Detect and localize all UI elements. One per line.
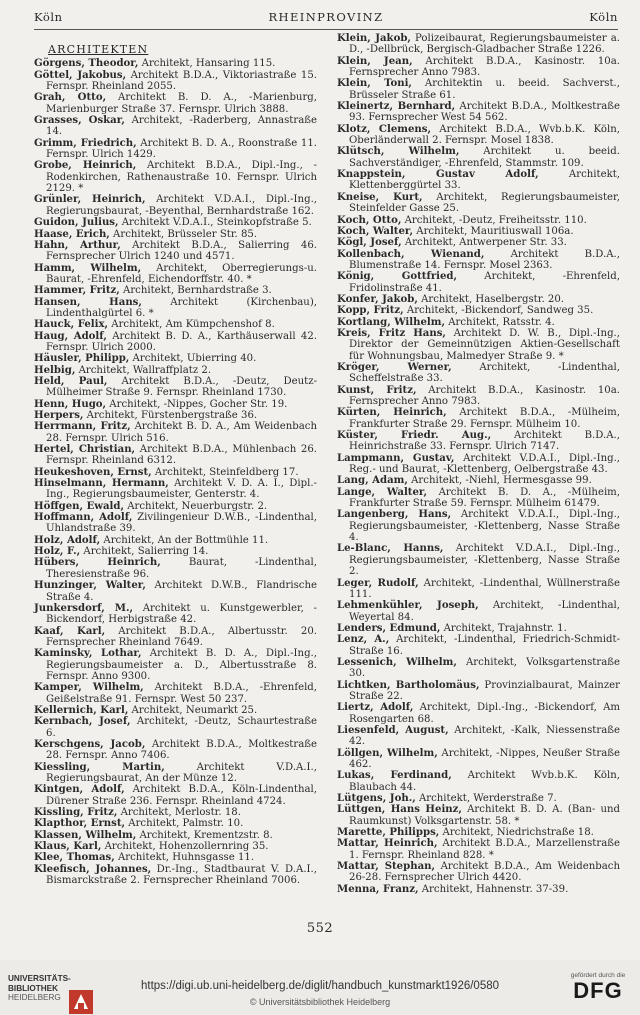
entry-details: Architekt B.D.A., Kasinostr. 10a. Fernsprecher Anno 7983. [349,384,620,407]
entry-name: Lütgens, Joh., [337,792,416,805]
entry-details: Architekt, -Ehrenfeld, Fridolinstraße 41. [349,271,620,294]
directory-entry [337,169,620,192]
entry-name: Hansen, Hans, [34,295,142,308]
entry-details: Architekt, Neumarkt 25. [128,704,258,716]
entry-name: Mattar, Heinrich, [337,837,438,850]
directory-entry [34,331,317,354]
entry-details: Architekt D. W. B., Dipl.-Ing., Direktor der Gemeinnützigen Aktien-Gesellschaft für Wohnungsbau, Malmedyer Straße 9. * [349,327,620,362]
directory-entry [337,884,620,895]
entry-name: Leger, Rudolf, [337,576,419,589]
entry-details: Architekt, -Deutz, Freiheitsstr. 110. [401,214,587,226]
entry-name: König, Gottfried, [337,270,458,283]
entry-details: Architekt (Kirchenbau), Lindenthalgürtel 6. * [46,296,317,319]
entry-name: Klein, Jean, [337,54,413,67]
entry-details: Architekt B. D. A., Dipl.-Ing., Regierungsbaumeister a. D., Albertusstraße 8. Fernspr. Anno 9300. [46,648,317,682]
entry-details: Architekt, Ratsstr. 4. [445,316,555,328]
directory-entry [337,249,620,272]
entry-name: Klotz, Clemens, [337,122,432,135]
entry-details: Architekt B.D.A., Wvb.b.K. Köln, Oberländerwall 2. Fernspr. Mosel 1838. [349,123,620,147]
entry-name: Höffgen, Ewald, [34,499,125,512]
directory-entry [34,115,317,138]
entry-details: Architekt B.D.A., Viktoriastraße 15. Fernspr. Rheinland 2055. [46,69,317,93]
entry-name: Hoffmann, Adolf, [34,511,133,524]
entry-name: Kreis, Fritz Hans, [337,326,446,339]
directory-entry [337,33,620,56]
entry-name: Klein, Toni, [337,77,412,90]
entry-name: Koch, Walter, [337,224,414,237]
directory-entry [337,487,620,510]
entry-name: Liertz, Adolf, [337,701,414,714]
entry-name: Menna, Franz, [337,882,419,895]
entry-name: Lichtken, Bartholomäus, [337,678,480,691]
entry-details: Architekt, Bernhardstraße 3. [119,285,272,297]
entry-name: Holz, F., [34,545,81,558]
entry-details: Architekt, An der Bottmühle 11. [100,534,269,546]
directory-entry [34,648,317,682]
entry-name: Grünler, Heinrich, [34,193,146,206]
directory-entry [34,512,317,535]
dfg-tagline: gefördert durch die [570,972,626,979]
entry-details: Architekt u. Kunstgewerbler, -Bickendorf, Herbigstraße 42. [46,602,317,626]
permalink-url[interactable]: https://digi.ub.uni-heidelberg.de/diglit/handbuch_kunstmarkt1926/0580 [140,980,500,992]
entry-details: Architekt, Merlostr. 18. [117,807,241,819]
directory-entry [337,101,620,124]
entry-details: Architekt, -Lindenthal, Friedrich-Schmidt-Straße 16. [349,634,620,657]
library-name-line1: UNIVERSITÄTS- [8,974,71,983]
entry-details: Architekt B.D.A., -Deutz, Deutz-Mülheimer Straße 9. Fernspr. Rheinland 1730. [46,375,317,399]
entry-name: Kneise, Kurt, [337,190,423,203]
entry-name: Held, Paul, [34,374,108,387]
entry-name: Göttel, Jakobus, [34,68,127,81]
entry-details: Architekt, Niedrichstraße 18. [439,827,594,839]
entry-details: Architekt, Volksgartenstraße 30. [349,656,620,680]
directory-entry [34,739,317,762]
directory-entry [337,192,620,215]
entry-details: Architekt, Fürstenbergstraße 36. [83,410,258,421]
directory-entry [337,328,620,362]
entry-name: Lenz, A., [337,633,390,646]
copyright-note: © Universitätsbibliothek Heidelberg [249,997,391,1007]
entry-name: Hahn, Arthur, [34,238,121,251]
directory-entry [337,578,620,601]
entry-name: Lampmann, Gustav, [337,451,455,464]
directory-entry [337,770,620,793]
entry-details: Architekt, Ubierring 40. [129,353,257,365]
entry-details: Architekt, Hansaring 115. [138,58,276,70]
library-name-line3: HEIDELBERG [8,993,61,1002]
entry-name: Klein, Jakob, [337,32,411,44]
entry-name: Herrmann, Fritz, [34,420,131,433]
directory-entry [337,407,620,430]
directory-entry [34,682,317,705]
header-right: Köln [589,10,618,24]
entry-name: Kintgen, Adolf, [34,783,125,796]
entry-details: Zivilingenieur D.W.B., -Lindenthal, Uhlandstraße 39. [46,512,318,535]
entry-name: Klassen, Wilhelm, [34,828,137,841]
entry-details: Architekt, Mauritiuswall 106a. [413,225,574,237]
entry-name: Lukas, Ferdinand, [337,769,452,782]
entry-details: Architekt, Dipl.-Ing., -Bickendorf, Am Rosengarten 68. [349,702,620,725]
entry-details: Architekt, Am Kümpchenshof 8. [108,319,275,331]
entry-details: Architekt B. D. A., Karthäuserwall 42. Fernspr. Ulrich 2000. [46,330,318,353]
entry-details: Architekt B.D.A., Moltkestraße 28. Fernspr. Anno 7406. [46,738,317,762]
entry-name: Le-Blanc, Hanns, [337,542,444,555]
library-name-line2: BIBLIOTHEK [8,983,59,993]
entry-name: Herpers, [34,409,84,421]
directory-entry [337,124,620,147]
entry-name: Grimm, Friedrich, [34,136,137,149]
directory-entry [337,509,620,543]
entry-details: Architekt B.D.A., Marzellenstraße 1. Fernspr. Rheinland 828. * [349,838,620,861]
directory-entry [34,138,317,161]
dfg-logo[interactable] [568,972,628,1003]
entry-details: Architekt B.D.A., -Mülheim, Frankfurter Straße 29. Fernspr. Mülheim 10. [349,407,620,430]
directory-entry [34,626,317,649]
directory-entry [337,725,620,748]
entry-name: Kortlang, Wilhelm, [337,315,446,328]
entry-name: Haug, Adolf, [34,329,107,342]
directory-entry [337,861,620,884]
entry-details: Architekt, Trajahnstr. 1. [440,622,567,634]
entry-details: Architekt V. D. A. I., Dipl.-Ing., Regierungsbaumeister, Genterstr. 4. [46,478,317,501]
entry-name: Klaus, Karl, [34,840,102,853]
directory-entry [34,784,317,807]
entry-details: Architekt V.D.A.I., Dipl.-Ing., Regierungsbaurat, -Beyenthal, Bernhardstraße 162. [46,194,317,217]
entry-details: Architekt B.D.A., Salierring 46. Fernsprecher Ulrich 1240 und 4571. [46,239,317,263]
directory-entry [34,557,317,580]
entry-details: Architekt B.D.A., Moltkestraße 93. Fernsprecher West 54 562. [349,101,620,124]
entry-details: Architekt B.D.A., Blumenstraße 14. Fernspr. Mosel 2363. [349,248,620,271]
viewer-footer [0,960,640,1013]
entry-details: Architekt V.D.A.I., Steinkopfstraße 5. [118,217,312,229]
entry-name: Kleefisch, Johannes, [34,862,152,875]
directory-entry [337,56,620,79]
entry-name: Grasses, Oskar, [34,114,125,127]
entry-details: Architekt, -Bickendorf, Sandweg 35. [403,305,594,317]
entry-name: Küster, Friedr. Aug., [337,429,492,442]
left-column [34,33,317,886]
entry-name: Heukeshoven, Ernst, [34,465,152,478]
entry-details: Architekt B. D. A., -Mülheim, Frankfurter Straße 59. Fernspr. Mülheim 61479. [349,486,620,510]
entry-name: Kürten, Heinrich, [337,406,447,419]
entry-details: Architekt, Werderstraße 7. [415,793,557,805]
entry-name: Löllgen, Wilhelm, [337,746,438,759]
directory-entry [34,194,317,217]
entry-name: Lüttgen, Hans Heinz, [337,803,462,816]
entry-details: Architekt, Steinfeldberg 17. [151,466,299,478]
entry-name: Marette, Philipps, [337,826,440,839]
entry-name: Hamm, Wilhelm, [34,261,142,274]
entry-name: Kernbach, Josef, [34,715,131,728]
entry-details: Architekt B.D.A., Kasinostr. 10a. Fernsprecher Anno 7983. [349,55,620,79]
entry-name: Hübers, Heinrich, [34,556,161,569]
directory-entry [337,748,620,771]
entry-name: Haase, Erich, [34,227,110,240]
entry-details: Architekt u. beeid. Sachverständiger, -Ehrenfeld, Stammstr. 109. [349,146,620,169]
page-number: 552 [306,921,334,936]
entry-details: Architekt B. D. A., -Marienburg, Marienburger Straße 37. Fernspr. Ulrich 3888. [46,92,317,115]
entry-name: Kunst, Fritz, [337,383,417,396]
entry-details: Architekt B.D.A., Dipl.-Ing., -Rodenkirchen, Rathenaustraße 10. Fernspr. Ulrich 2129. * [46,160,317,195]
entry-name: Lang, Adam, [337,474,408,487]
entry-details: Architekt, Regierungsbaumeister, Steinfelder Gasse 25. [349,191,620,215]
entry-name: Knappstein, Gustav Adolf, [337,168,539,181]
entry-details: Architekt, Oberregierungs-u. Baurat, -Ehrenfeld, Eichendorffstr. 40. * [46,262,317,285]
entry-details: Architekt, Brüsseler Str. 85. [109,228,258,240]
entry-name: Lenders, Edmund, [337,621,441,634]
entry-name: Guidon, Julius, [34,216,119,229]
entry-details: Architekt, Palmstr. 10. [125,818,244,830]
entry-name: Konfer, Jakob, [337,292,418,305]
entry-name: Kaminsky, Lothar, [34,647,142,660]
entry-name: Kerschgens, Jacob, [34,737,146,750]
directory-entry [34,762,317,785]
entry-name: Junkersdorf, M., [34,601,134,614]
directory-entry [34,864,317,887]
directory-entry [337,430,620,453]
directory-entry [337,600,620,623]
entry-name: Klapthor, Ernst, [34,817,126,830]
entry-details: Architekt, -Nippes, Neußer Straße 462. [349,747,620,770]
entry-details: Architekt, Salierring 14. [80,546,209,558]
entry-name: Kleinertz, Bernhard, [337,100,456,113]
entry-details: Architekt B. D. A., Am Weidenbach 28. Fernspr. Ulrich 516. [46,421,317,444]
entry-details: Architekt, -Kalk, Niessenstraße 42. [349,724,620,748]
entry-details: Architekt, Krementzstr. 8. [136,829,273,841]
entry-details: Architekt, Haselbergstr. 20. [417,293,564,305]
entry-details: Architekt Wvb.b.K. Köln, Blaubach 44. [349,770,620,793]
entry-name: Hunzinger, Walter, [34,579,146,592]
entry-details: Architekt, Neuerburgstr. 2. [124,500,268,512]
entry-name: Mattar, Stephan, [337,860,436,873]
directory-entry [34,263,317,286]
entry-name: Kaaf, Karl, [34,624,106,637]
entry-name: Koch, Otto, [337,213,402,226]
directory-entry [34,716,317,739]
directory-entry [34,603,317,626]
directory-entry [34,160,317,194]
header-center: RHEINPROVINZ [268,10,384,24]
entry-name: Langenberg, Hans, [337,508,452,521]
entry-details: Architekt B. D. A. (Ban- und Raumkunst) Volksgartenstr. 58. * [349,804,620,827]
entry-details: Architekt B.D.A., Mühlenbach 26. Fernspr. Rheinland 6312. [46,444,317,467]
entry-name: Kellernich, Karl, [34,703,129,716]
entry-details: Architekt B.D.A., -Ehrenfeld, Geißelstraße 91. Fernspr. West 50 237. [46,682,318,705]
entry-details: Architekt B.D.A., Heinrichstraße 33. Fernspr. Ulrich 7147. [349,430,620,453]
entry-details: Architekt, Klettenberggürtel 33. [349,169,620,192]
dfg-wordmark: DFG [573,978,623,1003]
entry-name: Grah, Otto, [34,91,107,104]
entry-name: Liesenfeld, August, [337,723,449,736]
directory-entry [34,444,317,467]
entry-details: Architekt, -Nippes, Gocher Str. 19. [106,398,288,410]
directory-entry [337,838,620,861]
entry-name: Kopp, Fritz, [337,304,404,317]
entry-name: Kissling, Fritz, [34,806,118,819]
directory-entry [337,362,620,385]
directory-entry [337,657,620,680]
header-left: Köln [34,10,63,24]
entry-name: Henn, Hugo, [34,397,107,410]
directory-entry [34,92,317,115]
entry-name: Grobe, Heinrich, [34,159,137,172]
entry-details: Architekt, -Lindenthal, Scheffelstraße 33. [349,361,620,385]
right-column [337,33,620,895]
directory-entry [34,240,317,263]
entry-details: Architekt, Hohenzollernring 35. [101,841,269,853]
directory-entry [337,634,620,657]
entry-details: Architekt, Hahnenstr. 37-39. [418,883,569,895]
directory-entry [337,702,620,725]
directory-entry [337,680,620,703]
header-rule [34,29,618,30]
entry-name: Hinselmann, Hermann, [34,477,169,490]
entry-details: Architekt V.D.A.I., Dipl.-Ing., Reg.- und Baurat, -Klettenberg, Oelbergstraße 43. [349,452,621,476]
section-title: ARCHITEKTEN [48,43,149,56]
entry-details: Architekt D.W.B., Flandrische Straße 4. [46,580,317,603]
entry-name: Lessenich, Wilhelm, [337,655,457,668]
entry-details: Architekt, Wallraffplatz 2. [75,364,212,376]
directory-entry [337,146,620,169]
entry-name: Kollenbach, Wienand, [337,247,485,260]
directory-entry [337,271,620,294]
entry-details: Architektin u. beeid. Sachverst., Brüsseler Straße 61. [349,78,620,101]
entry-details: Architekt B.D.A., Köln-Lindenthal, Dürener Straße 236. Fernspr. Rheinland 4724. [46,784,318,807]
directory-entry [34,70,317,93]
entry-name: Helbig, [34,363,76,376]
directory-entry [34,478,317,501]
entry-details: Architekt, -Lindenthal, Wüllnerstraße 111. [349,577,621,600]
entry-name: Klütsch, Wilhelm, [337,145,460,158]
entry-name: Hertel, Christian, [34,443,136,456]
entry-name: Kiessling, Martin, [34,760,165,773]
entry-details: Architekt, -Lindenthal, Weyertal 84. [349,600,621,623]
entry-details: Architekt V.D.A.I., Regierungsbaurat, An der Münze 12. [46,761,317,784]
directory-entry [34,421,317,444]
entry-details: Architekt V.D.A.I., Dipl.-Ing., Regierungsbaumeister, -Klettenberg, Nasse Straße 2. [349,543,620,578]
entry-name: Kröger, Werner, [337,360,452,373]
entry-details: Provinzialbaurat, Mainzer Straße 22. [349,679,620,702]
entry-details: Architekt B.D.A., Am Weidenbach 26-28. Fernsprecher Ulrich 4420. [349,861,620,884]
running-header [34,10,618,24]
entry-name: Kögl, Josef, [337,236,402,249]
entry-name: Kamper, Wilhelm, [34,681,144,694]
entry-name: Klee, Thomas, [34,851,115,864]
entry-details: Dr.-Ing., Stadtbaurat V. D.A.I., Bismarckstraße 2. Fernsprecher Rheinland 7006. [46,863,317,887]
directory-entry [34,580,317,603]
directory-entry [337,543,620,577]
directory-entry [34,376,317,399]
directory-entry [337,78,620,101]
directory-entry [34,297,317,320]
entry-name: Hauck, Felix, [34,318,109,331]
directory-entry [34,353,317,364]
directory-entry [337,385,620,408]
entry-details: Architekt, Huhnsgasse 11. [114,852,255,864]
entry-details: Architekt, -Niehl, Hermesgasse 99. [407,475,592,487]
directory-entry [337,804,620,827]
entry-name: Häusler, Philipp, [34,352,130,365]
entry-details: Architekt V.D.A.I., Dipl.-Ing., Regierungsbaumeister, -Klettenberg, Nasse Straße 4. [349,509,621,544]
entry-details: Polizeibaurat, Regierungsbaumeister a. D., -Dellbrück, Bergisch-Gladbacher Straße 1226. [349,33,620,56]
entry-name: Lange, Walter, [337,485,428,498]
entry-name: Görgens, Theodor, [34,57,139,70]
entry-details: Architekt, Antwerpener Str. 33. [401,237,567,249]
entry-name: Hammer, Fritz, [34,284,120,297]
entry-name: Holz, Adolf, [34,533,101,546]
entry-details: Architekt, -Raderberg, Annastraße 14. [46,115,317,138]
entry-name: Lehmenkühler, Joseph, [337,599,479,612]
entry-details: Architekt, -Deutz, Schaurtestraße 6. [46,716,317,739]
directory-entry [337,453,620,476]
entry-details: Baurat, -Lindenthal, Theresienstraße 96. [46,557,317,580]
entry-details: Architekt B.D.A., Albertusstr. 20. Fernsprecher Rheinland 7649. [46,625,317,648]
entry-details: Architekt B. D. A., Roonstraße 11. Fernspr. Ulrich 1429. [46,137,318,161]
